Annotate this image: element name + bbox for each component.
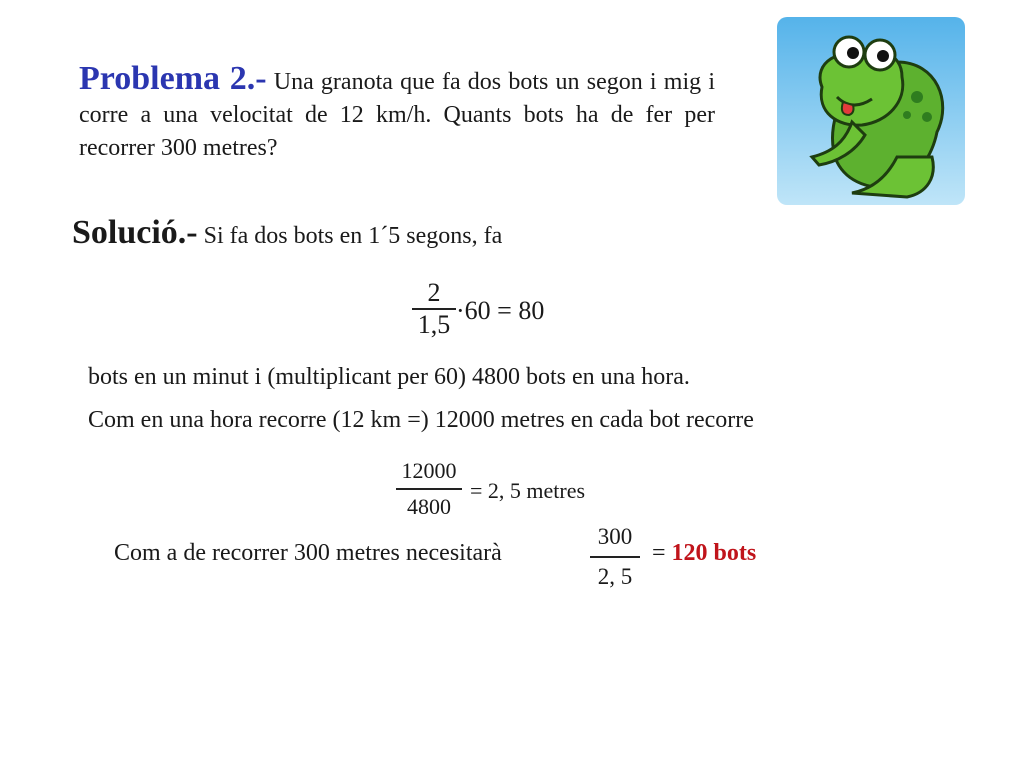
fraction-bar xyxy=(396,488,462,490)
problem-heading: Problema 2.- xyxy=(79,60,267,97)
formula1-denominator: 1,5 xyxy=(417,310,451,339)
fraction-bar xyxy=(590,556,640,558)
problem-statement xyxy=(79,62,715,165)
formula2-fraction xyxy=(396,458,462,520)
explanation-line-2: Com en una hora recorre (12 km =) 12000 metres en cada bot recorre xyxy=(88,407,754,433)
conclusion-line: Com a de recorrer 300 metres necesitarà xyxy=(114,540,502,566)
frog-icon xyxy=(777,17,965,205)
formula3-fraction xyxy=(590,524,640,590)
formula2-rest: = 2, 5 metres xyxy=(470,478,586,503)
answer-value: 120 bots xyxy=(671,540,757,566)
final-answer xyxy=(652,540,756,567)
explanation-line-1: bots en un minut i (multiplicant per 60) 4800 bots en una hora. xyxy=(88,364,690,390)
solution-intro xyxy=(72,214,772,252)
solution-intro-text: Si fa dos bots en 1´5 segons, fa xyxy=(203,223,503,249)
equals-sign: = xyxy=(652,540,666,566)
formula1-rest: ·60 = 80 xyxy=(456,296,545,325)
problem-text: Una granota que fa dos bots un segon i mig i corre a una velocitat de 12 km/h. Quants bots ha de fer per recorrer 300 metres? xyxy=(79,69,715,161)
formula2-numerator: 12000 xyxy=(401,458,457,483)
formula3-numerator: 300 xyxy=(597,524,633,549)
formula1-numerator: 2 xyxy=(427,278,441,307)
formula1-fraction xyxy=(412,278,456,340)
frog-illustration xyxy=(777,17,965,205)
formula2-denominator: 4800 xyxy=(407,494,451,519)
solution-heading: Solució.- xyxy=(72,214,198,251)
formula3-denominator: 2, 5 xyxy=(597,564,633,589)
